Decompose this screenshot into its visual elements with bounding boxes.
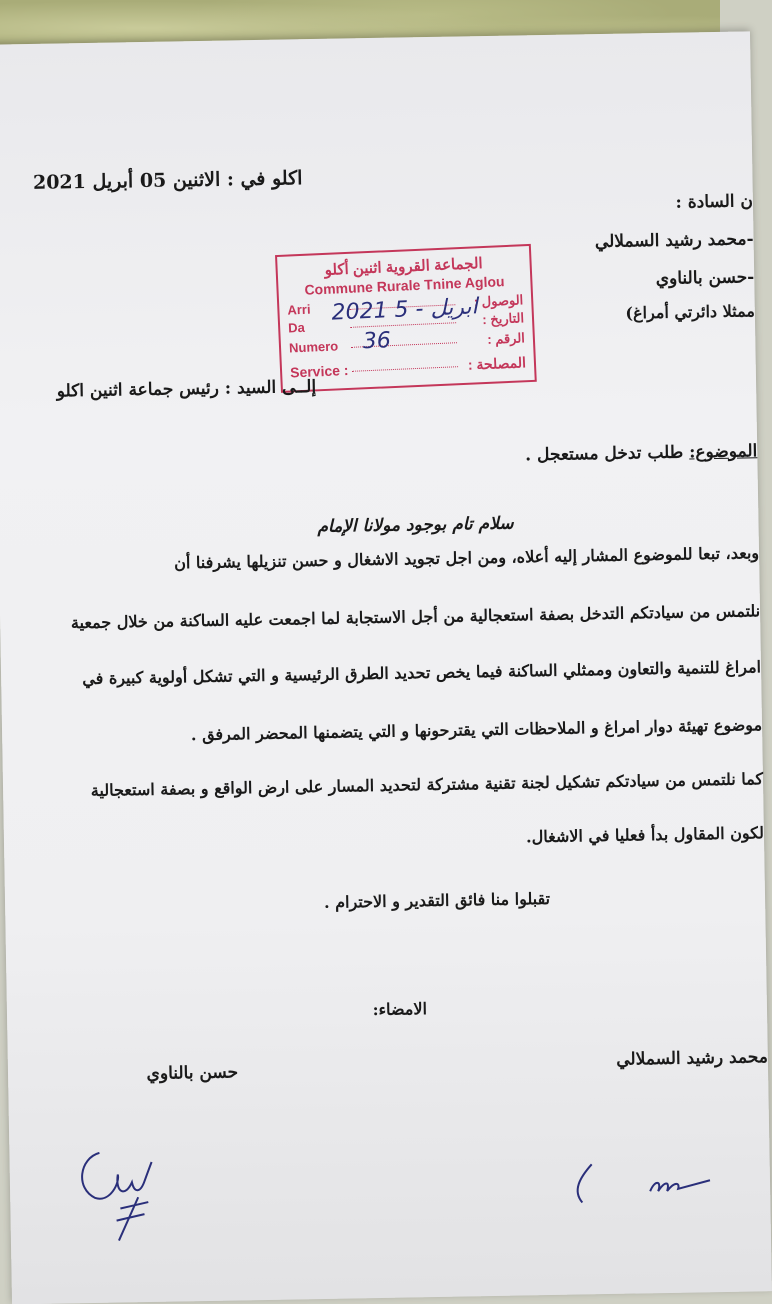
letter-page <box>0 31 772 1304</box>
stamp-arrival-ar: الوصول : <box>473 292 524 310</box>
body-line-2: نلتمس من سيادتكم التدخل بصفة استعجالية من أجل الاستجابة لما اجمعت عليه الساكنة من خلال جمعية <box>70 601 761 633</box>
stamp-number-fr: Numero <box>288 338 339 356</box>
stamp-handwritten-number: 36 <box>362 328 392 355</box>
stamp-date-ar: التاريخ : <box>482 310 525 328</box>
signatory-name-1: محمد رشيد السملالي <box>616 1047 769 1070</box>
signature-hassan-image <box>69 1112 181 1244</box>
signature-rachid-image <box>569 1150 740 1213</box>
closing-line: تقبلوا منا فائق التقدير و الاحترام . <box>323 888 551 912</box>
body-line-6: لكون المقاول بدأ فعليا في الاشغال. <box>525 823 765 847</box>
subject-line <box>525 441 757 465</box>
stamp-service-ar: المصلحة : <box>467 354 527 373</box>
subject-label: الموضوع: <box>688 441 758 463</box>
body-line-3: امراغ للتنمية والتعاون وممثلي الساكنة فيما يخص تحديد الطرق الرئيسية و التي تشكل أولوية كبيرة في <box>82 657 762 689</box>
signatory-name-2: حسن بالناوي <box>146 1062 239 1085</box>
senders-heading: ن السادة : <box>675 191 754 213</box>
sender-name-2: -حسن بالناوي <box>655 267 755 290</box>
body-line-5: كما نلتمس من سيادتكم تشكيل لجنة تقنية مشتركة لتحديد المسار على ارض الواقع و بصفة استعجالية <box>90 769 764 800</box>
stamp-row-service <box>290 354 526 380</box>
body-line-4: موضوع تهيئة دوار امراغ و الملاحظات التي يقترحونها و التي يتضمنها المحضر المرفق . <box>190 715 763 745</box>
sender-role: ممثلا دائرتي أمراغ) <box>625 301 755 323</box>
greeting-line: سلام تام بوجود مولانا الإمام <box>317 513 514 537</box>
stamp-number-ar: الرقم : <box>487 330 526 347</box>
stamp-row-number <box>289 330 525 355</box>
stamp-handwritten-date: 2021 ابريل - 5 <box>331 294 479 326</box>
stamp-service-fr: Service : <box>289 361 349 381</box>
recipient-line: إلــى السيد : رئيس جماعة اثنين اكلو <box>56 376 317 402</box>
reception-stamp <box>275 244 537 393</box>
subject-text: طلب تدخل مستعجل . <box>525 442 690 466</box>
letter-date: اكلو في : الاثنين 05 أبريل 2021 <box>32 167 303 194</box>
signature-label: الامضاء: <box>372 999 428 1020</box>
stamp-arrival-fr: Arri <box>287 301 311 318</box>
stamp-french-title: Commune Rurale Tnine Aglou <box>304 273 505 298</box>
sender-name-1: -محمد رشيد السملالي <box>594 229 754 253</box>
stamp-arabic-title: الجماعة القروية اثنين أكلو <box>324 255 483 279</box>
stamp-date-fr: Da <box>287 319 306 336</box>
body-line-1: وبعد، تبعا للموضوع المشار إليه أعلاه، ومن اجل تجويد الاشغال و حسن تنزيلها يشرفنا أن <box>173 543 760 573</box>
